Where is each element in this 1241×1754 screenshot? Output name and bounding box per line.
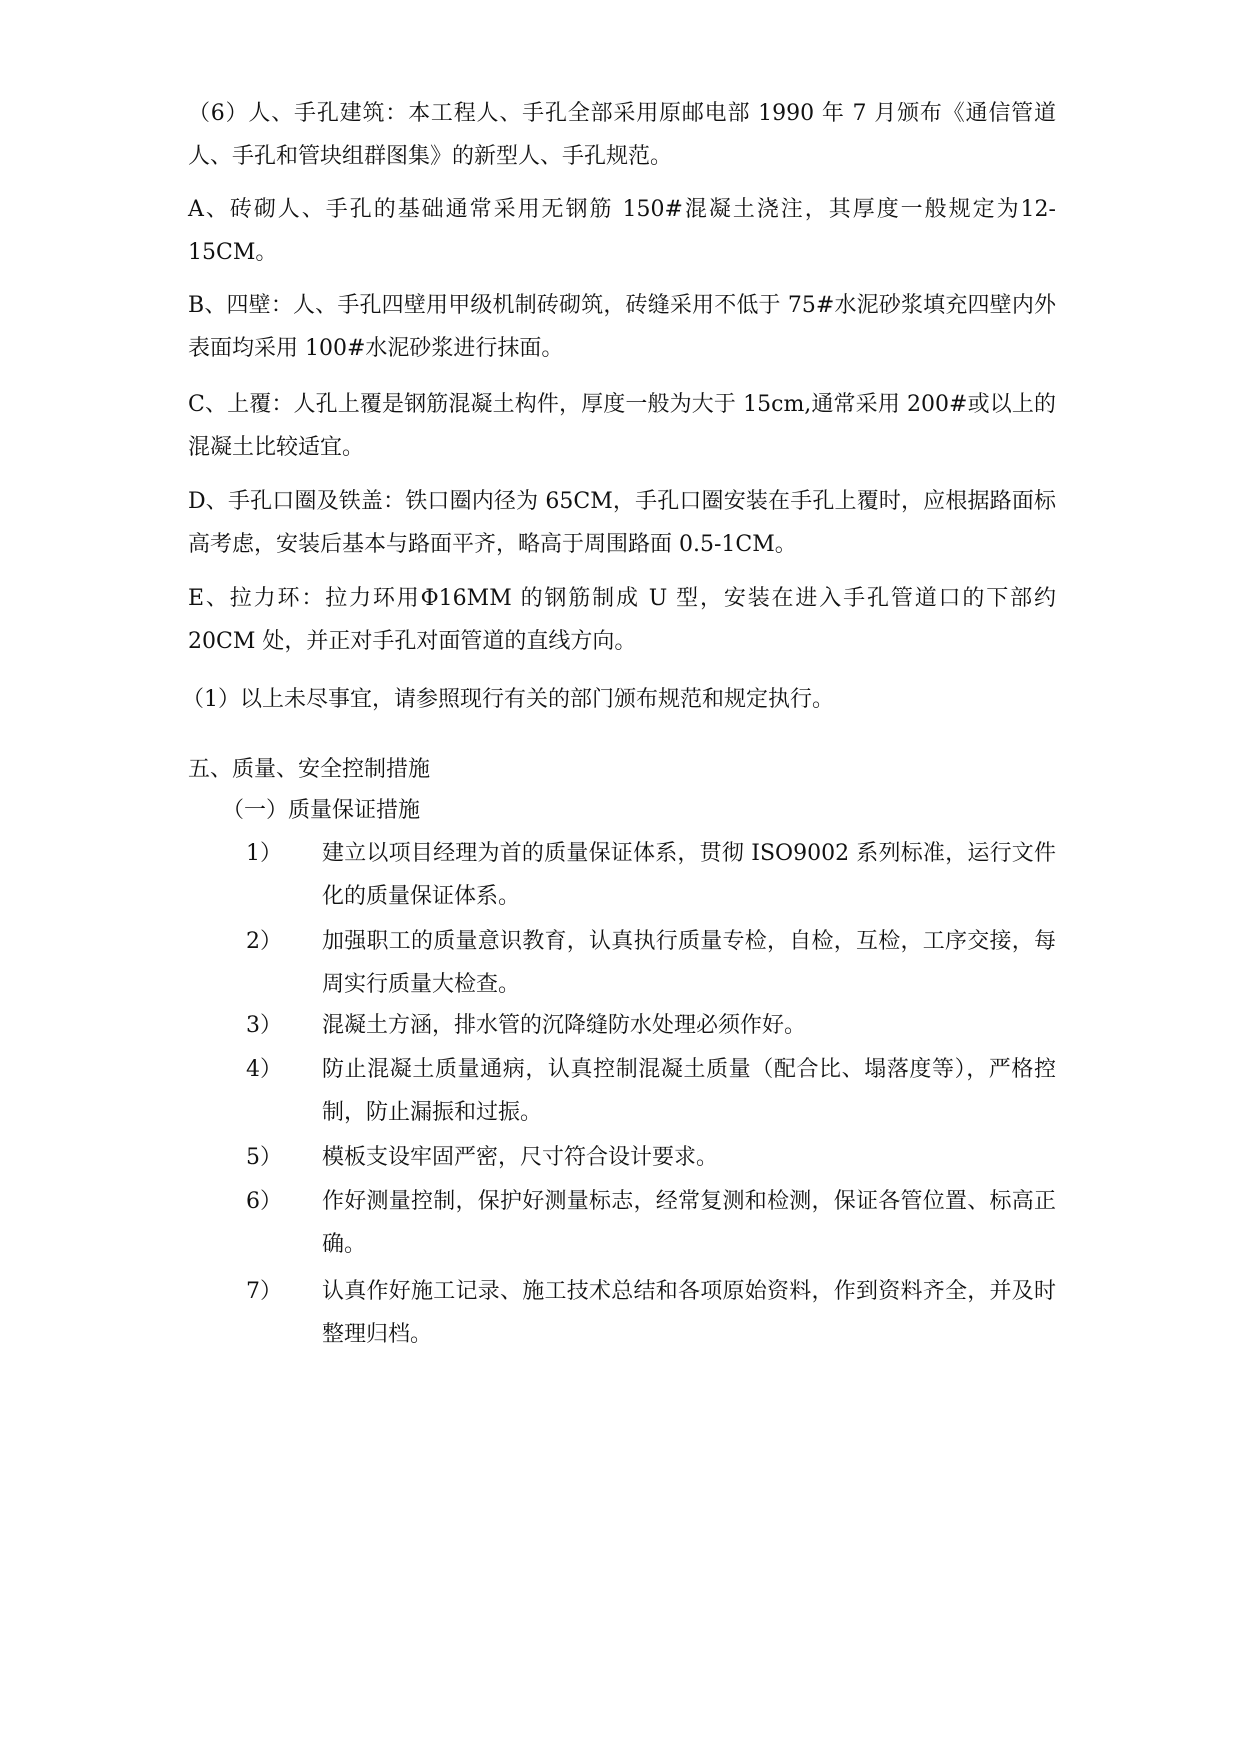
list-item-text: 防止混凝土质量通病，认真控制混凝土质量（配合比、塌落度等），严格控制，防止漏振和过振。 (322, 1057, 1056, 1125)
list-item-text: 混凝土方涵，排水管的沉降缝防水处理必须作好。 (322, 1013, 807, 1038)
list-item-text: 认真作好施工记录、施工技术总结和各项原始资料，作到资料齐全，并及时整理归档。 (322, 1279, 1056, 1347)
list-item-text: 加强职工的质量意识教育，认真执行质量专检，自检，互检，工序交接，每周实行质量大检查。 (322, 929, 1056, 997)
list-item-number: 4） (246, 1057, 282, 1082)
paragraph-e-pull-ring: E、拉力环：拉力环用Φ16MM 的钢筋制成 U 型，安装在进入手孔管道口的下部约 20CM 处，并正对手孔对面管道的直线方向。 (188, 586, 1056, 654)
list-item-number: 6） (246, 1189, 282, 1214)
list-item-number: 5） (246, 1145, 282, 1170)
paragraph-d-ring-cover: D、手孔口圈及铁盖：铁口圈内径为 65CM，手孔口圈安装在手孔上覆时，应根据路面标高考虑，安装后基本与路面平齐，略高于周围路面 0.5-1CM。 (188, 489, 1056, 557)
list-item-number: 1） (246, 841, 282, 866)
section-subheading: （一）质量保证措施 (222, 798, 421, 823)
list-item-text: 建立以项目经理为首的质量保证体系，贯彻 ISO9002 系列标准，运行文件化的质量保证体系。 (322, 841, 1056, 909)
section-heading: 五、质量、安全控制措施 (188, 757, 431, 782)
paragraph-c-cover: C、上覆：人孔上覆是钢筋混凝土构件，厚度一般为大于 15cm,通常采用 200#或以上的混凝土比较适宜。 (188, 392, 1056, 460)
list-item-number: 7） (246, 1279, 282, 1304)
list-item-text: 作好测量控制，保护好测量标志，经常复测和检测，保证各管位置、标高正确。 (322, 1189, 1056, 1257)
paragraph-a-foundation: A、砖砌人、手孔的基础通常采用无钢筋 150#混凝土浇注，其厚度一般规定为12-15CM。 (188, 197, 1056, 265)
list-item-text: 模板支设牢固严密，尺寸符合设计要求。 (322, 1145, 719, 1170)
list-item-number: 3） (246, 1013, 282, 1038)
paragraph-b-walls: B、四壁：人、手孔四壁用甲级机制砖砌筑，砖缝采用不低于 75#水泥砂浆填充四壁内外表面均采用 100#水泥砂浆进行抹面。 (188, 293, 1056, 361)
list-item-number: 2） (246, 929, 282, 954)
paragraph-other-matters: （1）以上未尽事宜，请参照现行有关的部门颁布规范和规定执行。 (182, 687, 834, 712)
paragraph-manhole-construction: （6）人、手孔建筑：本工程人、手孔全部采用原邮电部 1990 年 7 月颁布《通信管道人、手孔和管块组群图集》的新型人、手孔规范。 (188, 101, 1056, 169)
